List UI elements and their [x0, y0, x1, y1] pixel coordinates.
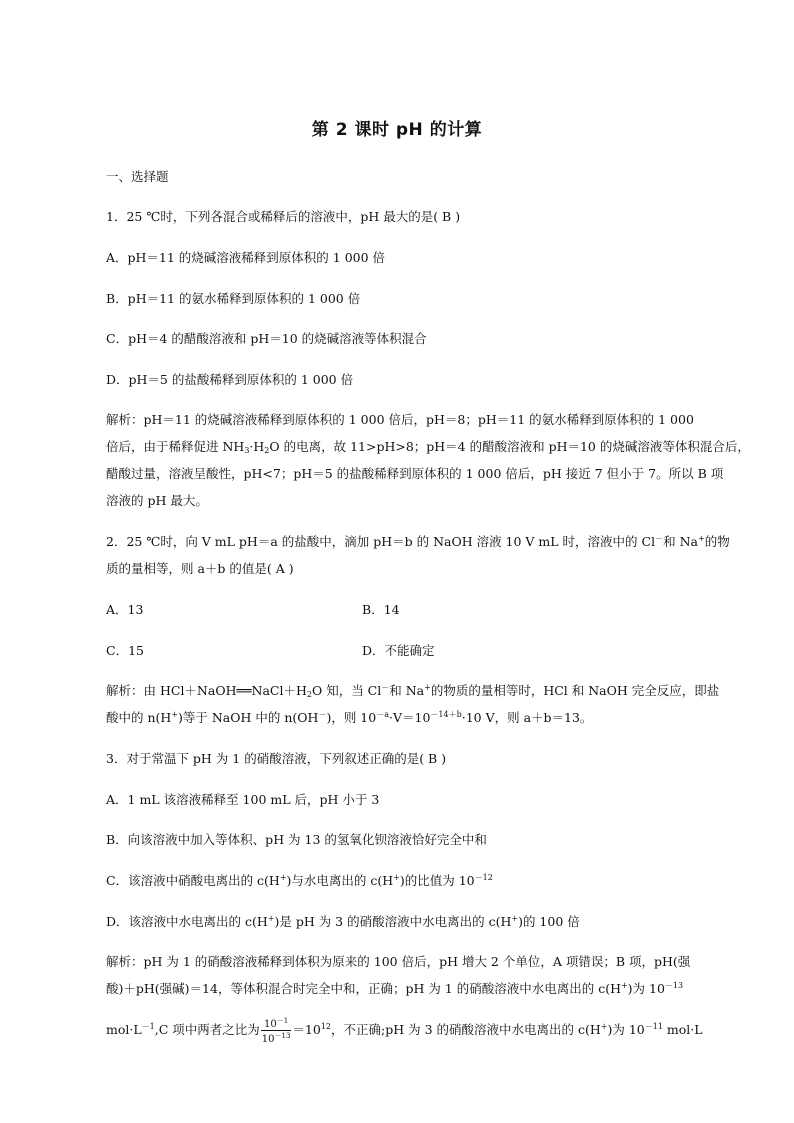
page-title: 第 2 课时 pH 的计算 [311, 120, 483, 140]
q3-analysis-line3: $mol\cdot L^{-1},C$ 项中两者之比为 $\frac{10^{-1}}{10^{-13}}$ $=10^{12}$，不正确;pH 为 3 的硝酸溶液中水电离出的 c(H+)为 $10^{-11}$ mol·L [106, 1017, 703, 1045]
q3-option-c: C．该溶液中硝酸电离出的 c(H+)与水电离出的 c(H+)的比值为 $10^{-12}$ [106, 873, 493, 888]
q1-analysis-line3: 醋酸过量，溶液呈酸性，pH<7；pH＝5 的盐酸稀释到原体积的 1 000 倍后，pH 接近 7 但小于 7。所以 B 项 [106, 466, 724, 481]
q2-stem-line2: 质的量相等，则 a＋b 的值是( A ) [106, 561, 294, 576]
q3-option-a: A．1 mL 该溶液稀释至 100 mL 后，pH 小于 3 [106, 792, 380, 807]
q2-option-a: A．13 [106, 602, 144, 617]
q1-option-a: A．pH＝11 的烧碱溶液稀释到原体积的 1 000 倍 [106, 250, 386, 265]
q1-option-b: B．pH＝11 的氨水稀释到原体积的 1 000 倍 [106, 291, 361, 306]
q2-option-b: B．14 [362, 602, 400, 617]
q2-stem-line1: 2．25 ℃时，向 V mL pH＝a 的盐酸中，滴加 pH＝b 的 NaOH 溶液 10 V mL 时，溶液中的 Cl－和 Na+的物 [106, 534, 730, 549]
q3-option-b: B．向该溶液中加入等体积、pH 为 13 的氢氧化钡溶液恰好完全中和 [106, 832, 487, 847]
q3-option-d: D．该溶液中水电离出的 c(H+)是 pH 为 3 的硝酸溶液中水电离出的 c(H+)的 100 倍 [106, 914, 580, 929]
q1-analysis-line2: 倍后，由于稀释促进 $NH_3\cdot H_2O$ 的电离，故 11>pH>8；pH＝4 的醋酸溶液和 pH＝10 的烧碱溶液等体积混合后， [106, 439, 750, 455]
q1-option-d: D．pH＝5 的盐酸稀释到原体积的 1 000 倍 [106, 372, 354, 387]
q1-option-c: C．pH＝4 的醋酸溶液和 pH＝10 的烧碱溶液等体积混合 [106, 331, 427, 346]
q2-option-c: C．15 [106, 643, 144, 658]
ratio-fraction: $\frac{10^{-1}}{10^{-13}}$ [261, 1017, 291, 1045]
q3-analysis-line2: 酸)＋pH(强碱)＝14，等体积混合时完全中和，正确；pH 为 1 的硝酸溶液中水电离出的 c(H+)为 $10^{-13}$ [106, 981, 684, 996]
q1-stem: 1．25 ℃时，下列各混合或稀释后的溶液中，pH 最大的是( B ) [106, 209, 461, 224]
q1-analysis-line4: 溶液的 pH 最大。 [106, 493, 208, 508]
q1-analysis-line1: 解析：pH＝11 的烧碱溶液稀释到原体积的 1 000 倍后，pH＝8；pH＝11 的氨水稀释到原体积的 1 000 [106, 412, 694, 427]
section-heading: 一、选择题 [106, 169, 169, 184]
q2-analysis-line1: 解析：由 $HCl+NaOH══NaCl+H_2O$ 知，当 Cl－和 Na+的物质的量相等时，HCl 和 NaOH 完全反应，即盐 [106, 683, 720, 699]
q3-analysis-line1: 解析：pH 为 1 的硝酸溶液稀释到体积为原来的 100 倍后，pH 增大 2 个单位，A 项错误；B 项，pH(强 [106, 954, 691, 969]
q3-stem: 3．对于常温下 pH 为 1 的硝酸溶液，下列叙述正确的是( B ) [106, 751, 447, 766]
q2-option-d: D．不能确定 [362, 643, 435, 658]
q2-analysis-line2: 酸中的 n(H+)等于 NaOH 中的 n(OH－)，则 $10^{-a}\cdot V=10^{-14+b}\cdot 10$ V，则 a＋b＝13。 [106, 710, 593, 725]
